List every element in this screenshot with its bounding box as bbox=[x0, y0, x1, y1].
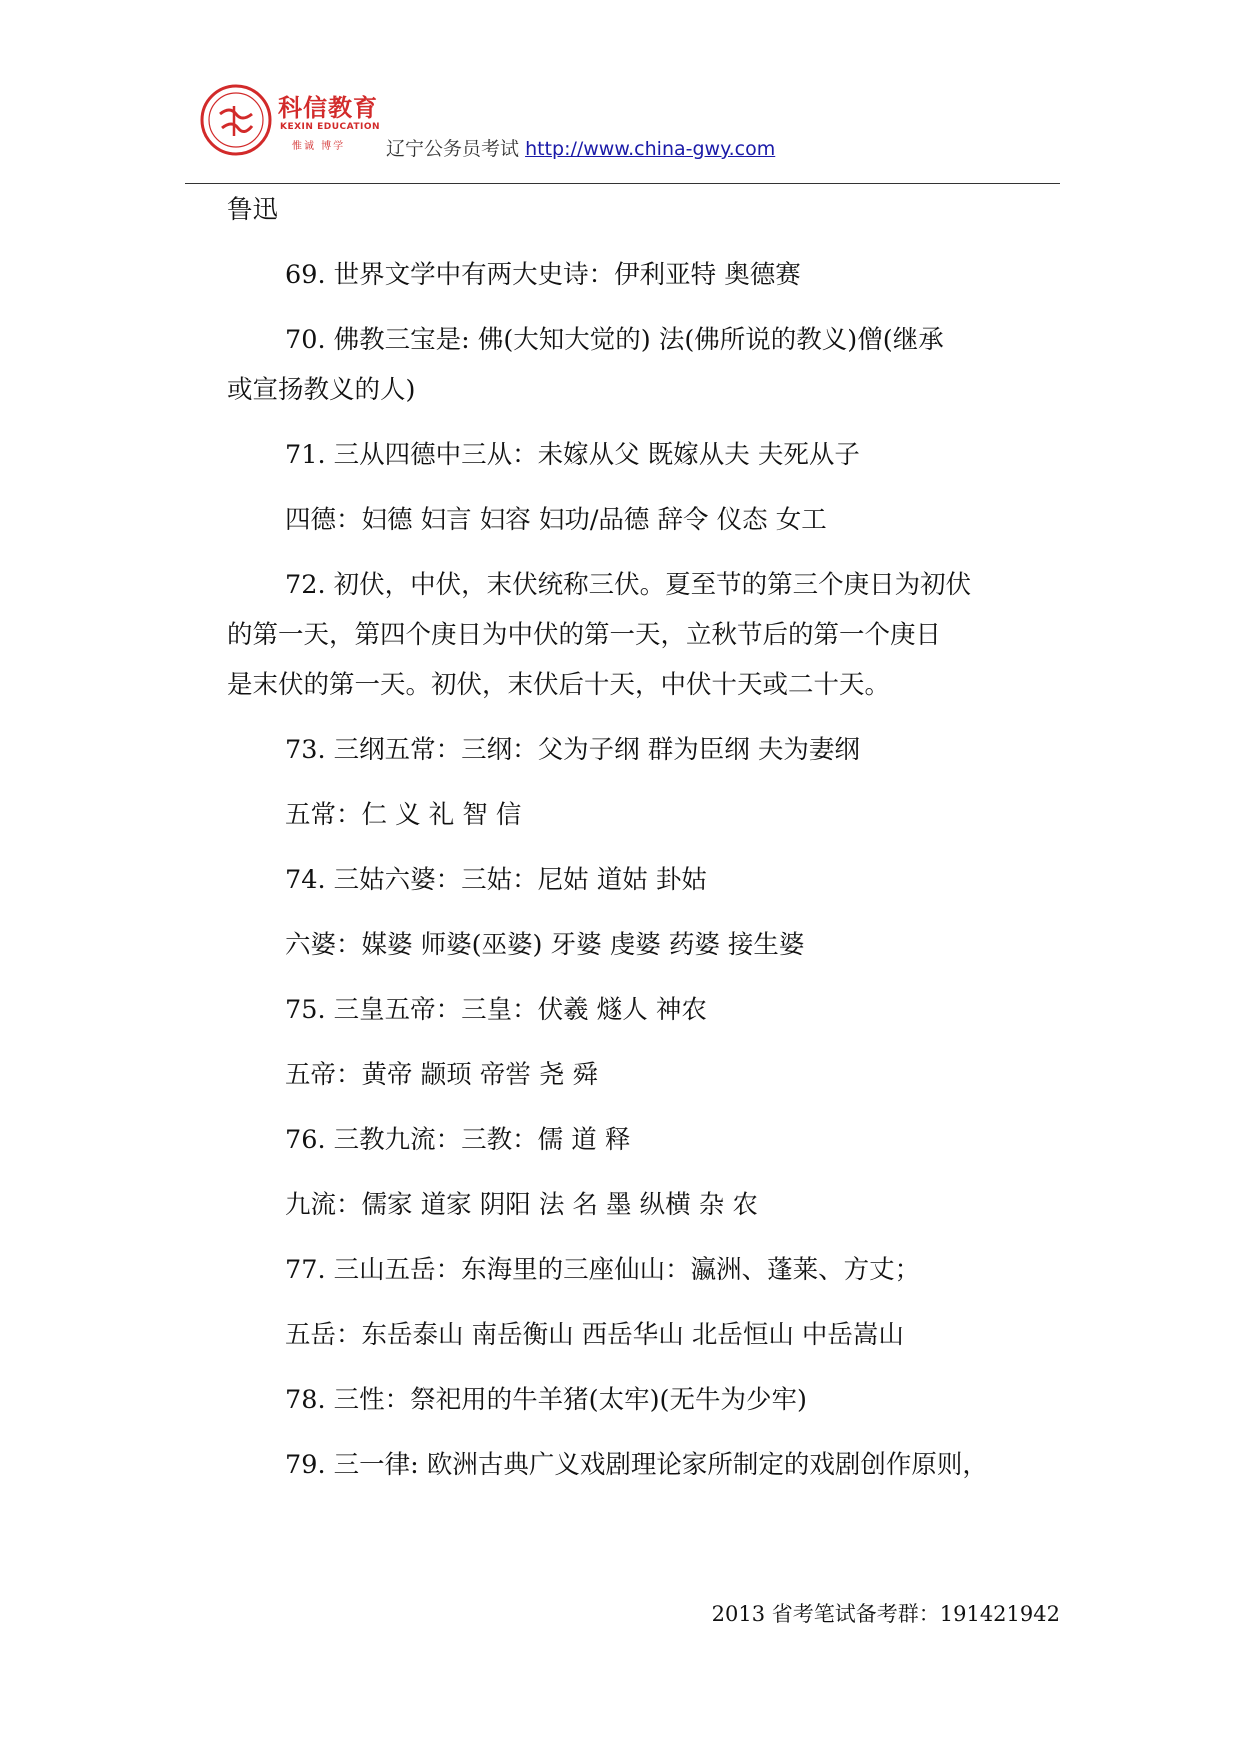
text-line: 九流：儒家 道家 阴阳 法 名 墨 纵横 杂 农 bbox=[285, 1190, 758, 1220]
header-divider bbox=[185, 183, 1060, 184]
text-line: 六婆：媒婆 师婆(巫婆) 牙婆 虔婆 药婆 接生婆 bbox=[285, 930, 805, 960]
text-line: 是末伏的第一天。初伏，末伏后十天，中伏十天或二十天。 bbox=[227, 670, 891, 700]
kexin-seal-logo-icon bbox=[200, 84, 272, 156]
text-line: 75. 三皇五帝：三皇：伏羲 燧人 神农 bbox=[285, 995, 707, 1025]
text-line: 69. 世界文学中有两大史诗：伊利亚特 奥德赛 bbox=[285, 260, 801, 290]
text-line: 五帝：黄帝 颛顼 帝喾 尧 舜 bbox=[285, 1060, 598, 1090]
site-link[interactable]: http://www.china-gwy.com bbox=[525, 138, 776, 160]
text-line: 77. 三山五岳：东海里的三座仙山：瀛洲、蓬莱、方丈； bbox=[285, 1255, 921, 1285]
text-line: 73. 三纲五常：三纲：父为子纲 群为臣纲 夫为妻纲 bbox=[285, 735, 860, 765]
text-line: 五常：仁 义 礼 智 信 bbox=[285, 800, 522, 830]
brand-name-cn: 科信教育 bbox=[278, 94, 378, 122]
text-line: 71. 三从四德中三从：未嫁从父 既嫁从夫 夫死从子 bbox=[285, 440, 860, 470]
site-label: 辽宁公务员考试 bbox=[386, 138, 520, 160]
brand-motto: 惟诚 博学 bbox=[292, 141, 346, 152]
site-line bbox=[386, 134, 775, 161]
text-line: 鲁迅 bbox=[227, 195, 279, 225]
text-line: 或宣扬教义的人) bbox=[227, 375, 416, 405]
text-line: 79. 三一律: 欧洲古典广义戏剧理论家所制定的戏剧创作原则， bbox=[285, 1450, 988, 1480]
footer-note: 2013 省考笔试备考群：191421942 bbox=[711, 1602, 1060, 1626]
text-line: 四德：妇德 妇言 妇容 妇功/品德 辞令 仪态 女工 bbox=[285, 505, 827, 535]
text-line: 74. 三姑六婆：三姑：尼姑 道姑 卦姑 bbox=[285, 865, 707, 895]
document-body bbox=[227, 193, 1060, 1513]
page-header bbox=[200, 84, 1060, 164]
brand-name-en: KEXIN EDUCATION bbox=[280, 122, 381, 132]
text-line: 的第一天，第四个庚日为中伏的第一天，立秋节后的第一个庚日 bbox=[227, 620, 942, 650]
text-line: 72. 初伏，中伏，末伏统称三伏。夏至节的第三个庚日为初伏 bbox=[285, 570, 972, 600]
text-line: 五岳：东岳泰山 南岳衡山 西岳华山 北岳恒山 中岳嵩山 bbox=[285, 1320, 904, 1350]
text-line: 76. 三教九流：三教：儒 道 释 bbox=[285, 1125, 631, 1155]
text-line: 78. 三性：祭祀用的牛羊猪(太牢)(无牛为少牢) bbox=[285, 1385, 807, 1415]
text-line: 70. 佛教三宝是: 佛(大知大觉的) 法(佛所说的教义)僧(继承 bbox=[285, 325, 944, 355]
